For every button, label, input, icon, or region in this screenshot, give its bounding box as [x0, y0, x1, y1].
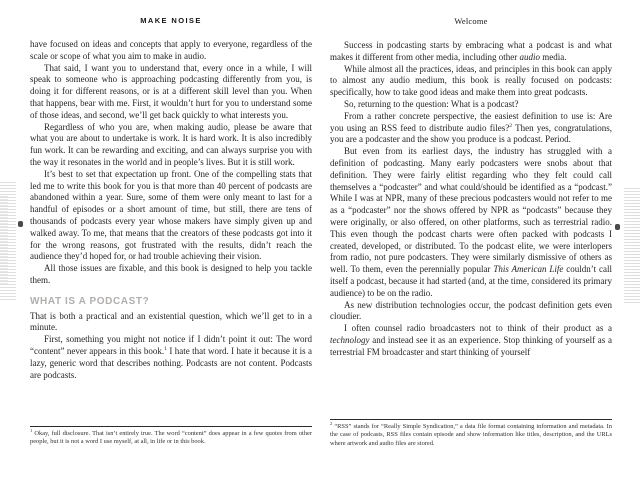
paragraph: That is both a practical and an existential question, which we’ll get to in a minute.	[30, 310, 312, 333]
right-running-head: Welcome	[454, 16, 488, 26]
page-turn-dot-right[interactable]	[615, 224, 620, 230]
paragraph: Regardless of who you are, when making audio, please be aware that what you are about to undertake is work. It is hard work. It is also incredibly fun work. It can be rewarding and exciting, and can always surprise you with the way it resonates in the world and in people’s lives. But it is still work.	[30, 121, 312, 167]
paragraph: But even from its earliest days, the industry has struggled with a definition of podcasting. Many early podcasters were snobs about that definition. They were fairly elitist regarding who they felt could call themselves a “podcaster” and what could/should be identified as a “podcast.” While I was at NPR, many of these precious podcasters would not refer to me as a “podcaster” nor the shows offered by NPR as “podcasts” because they were originally, or also offered, on other platforms, such as terrestrial radio. This even though the podcast charts were often packed with podcasts I created, developed, or distributed. To the podcast elite, we were interlopers from radio, not pure podcasters. They were similarly dismissive of others as well. To them, even the perennially popular This American Life couldn’t call itself a podcast, because it had started (and, at the time, considered its primary audience) to be on the radio.	[330, 146, 613, 298]
paragraph: That said, I want you to understand that, every once in a while, I will speak to someone who is approaching podcasting differently from you, is doing it for different reasons, or is at a different skill level than you. When that happens, bear with me. First, it wouldn’t hurt for you to understand some of those ideas, and second, we’ll get back quickly to what interests you.	[30, 62, 312, 120]
left-running-head: MAKE NOISE	[140, 16, 202, 25]
paragraph: From a rather concrete perspective, the easiest definition to use is: Are you using an RSS feed to distribute audio files?$^2$ Then yes, congratulations, you are a podcaster and the show you produce is a podcast. Period.	[330, 110, 612, 145]
paragraph: It’s best to set that expectation up front. One of the compelling stats that led me to write this book for you is that more than 40 percent of podcasts are abandoned within a year. Sure, some of them were only meant to last for a handful of episodes or a short amount of time, but still, there are tens of thousands of podcasts every year whose makers have simply given up and walked away. To me, that means that the creators of these podcasts got into it for the wrong reasons, got frustrated with the results, didn’t reach the audience they’d hoped for, or had trouble achieving their vision.	[30, 168, 312, 262]
paragraph: Success in podcasting starts by embracing what a podcast is and what makes it different from other media, including other audio media.	[330, 40, 612, 62]
left-footnote: $^1$ Okay, full disclosure. That isn’t entirely true. The word “content” does appear in a few quotes from other people, but it is not a word I use myself, at all, in life or in this book.	[30, 427, 312, 446]
paragraph: have focused on ideas and concepts that apply to everyone, regardless of the scale or scope of what you aim to make in audio.	[30, 39, 312, 61]
paragraph: While almost all the practices, ideas, and principles in this book can apply to almost any audio medium, this book is really focused on podcasts: specifically, how to take good ideas and make them into great podcasts.	[330, 63, 612, 98]
paragraph: First, something you might not notice if I didn’t point it out: The word “content” never appears in this book.$^1$ I hate that word. I hate it because it is a lazy, generic word that describes nothing. Podcasts are not content. Podcasts are podcasts.	[30, 334, 312, 380]
page-edge-texture	[632, 200, 640, 292]
paragraph: So, returning to the question: What is a podcast?	[344, 98, 519, 109]
page-edge-texture	[0, 196, 8, 286]
paragraph: All those issues are fixable, and this book is designed to help you tackle them.	[30, 263, 312, 285]
paragraph: As new distribution technologies occur, the podcast definition gets even cloudier.	[330, 299, 612, 322]
right-page	[330, 16, 612, 476]
left-page-body	[30, 39, 312, 381]
paragraph: I often counsel radio broadcasters not to think of their product as a technology and instead see it as an experience. Stop thinking of yourself as a terrestrial FM broadcaster and start thinking of yourself	[330, 323, 612, 357]
left-page	[30, 16, 312, 476]
page-turn-dot-left[interactable]	[18, 221, 23, 227]
page-edge-right[interactable]	[618, 0, 640, 480]
section-heading: WHAT IS A PODCAST?	[30, 295, 150, 307]
right-footnote: $^2$ “RSS” stands for “Really Simple Syndication,” a data file format containing information and metadata. In the case of podcasts, RSS files contain episode and show information like titles, description, and the URLs where artwork and audio files are stored.	[330, 420, 612, 447]
page-edge-left[interactable]	[0, 0, 22, 480]
right-page-body	[330, 40, 612, 359]
